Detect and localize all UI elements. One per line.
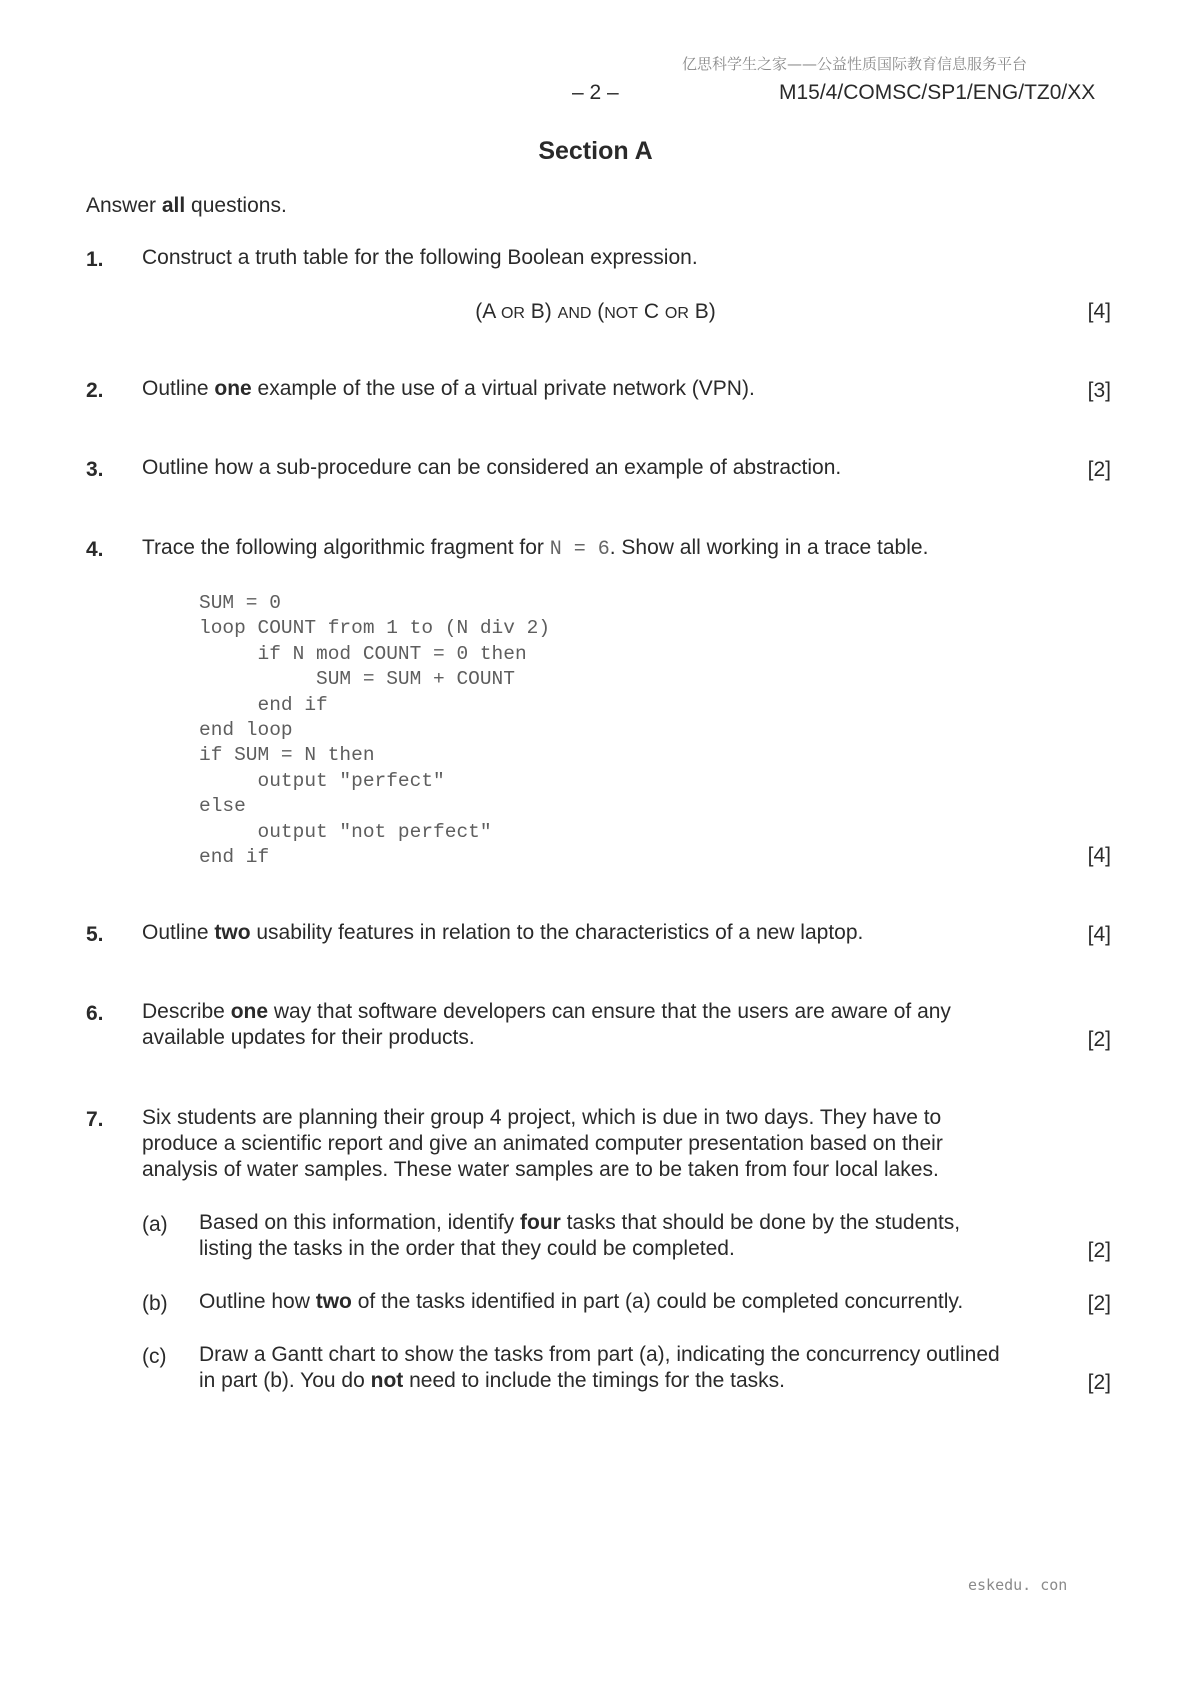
text-part: Draw a Gantt chart to show the tasks from part (a), indicating the concurrency outlined	[199, 1343, 1000, 1366]
question-text: Construct a truth table for the following Boolean expression.	[142, 246, 698, 269]
expr-part: (	[591, 300, 605, 323]
text-part: Outline how	[199, 1290, 316, 1313]
question-text	[142, 535, 928, 563]
instructions-pre: Answer	[86, 194, 162, 217]
text-part: usability features in relation to the characteristics of a new laptop.	[250, 921, 864, 944]
instructions-bold: all	[161, 194, 186, 217]
text-part: need to include the timings for the tasks.	[403, 1369, 785, 1392]
paper-code: M15/4/COMSC/SP1/ENG/TZ0/XX	[779, 81, 1096, 104]
text-bold: two	[214, 921, 251, 944]
text-line: produce a scientific report and give an animated computer presentation based on their	[142, 1132, 943, 1155]
footer-site: eskedu. con	[968, 1576, 1068, 1594]
question-number: 5.	[86, 923, 104, 946]
subquestion-letter: (a)	[142, 1213, 168, 1236]
question-number: 1.	[86, 248, 104, 271]
text-part: Based on this information, identify	[199, 1211, 521, 1234]
question-number: 6.	[86, 1002, 104, 1025]
subquestion-letter: (c)	[142, 1345, 167, 1368]
text-bold: not	[370, 1369, 404, 1392]
question-number: 2.	[86, 379, 104, 402]
text-part: in part (b). You do	[199, 1369, 371, 1392]
expr-part: B)	[524, 300, 558, 323]
section-title: Section A	[538, 137, 653, 165]
text-part: . Show all working in a trace table.	[609, 536, 929, 559]
expr-operator: OR	[664, 305, 689, 322]
text-bold: four	[520, 1211, 561, 1234]
instructions-post: questions.	[185, 194, 287, 217]
expr-operator: OR	[500, 305, 525, 322]
marks: [3]	[1087, 379, 1111, 402]
question-text	[142, 376, 755, 402]
text-bold: one	[214, 377, 252, 400]
marks: [2]	[1087, 458, 1111, 481]
text-part: Describe	[142, 1000, 231, 1023]
text-part: listing the tasks in the order that they could be completed.	[199, 1237, 735, 1260]
expr-part: (A	[475, 300, 501, 323]
text-part: Outline	[142, 921, 215, 944]
text-line: Six students are planning their group 4 project, which is due in two days. They have to	[142, 1106, 942, 1129]
page-number: – 2 –	[572, 81, 619, 104]
expr-part: C	[638, 300, 665, 323]
text-part: way that software developers can ensure that the users are aware of any	[268, 1000, 951, 1023]
marks: [2]	[1087, 1292, 1111, 1315]
text-bold: one	[230, 1000, 269, 1023]
instructions	[86, 194, 287, 218]
text-part: tasks that should be done by the students,	[560, 1211, 961, 1234]
text-line: analysis of water samples. These water samples are to be taken from four local lakes.	[142, 1158, 939, 1181]
marks: [4]	[1087, 923, 1111, 946]
subquestion-text	[199, 1342, 1000, 1394]
expr-operator: NOT	[604, 305, 639, 322]
question-number: 4.	[86, 538, 104, 561]
text-part: available updates for their products.	[142, 1026, 475, 1049]
expr-part: B)	[688, 300, 716, 323]
subquestion-text	[199, 1289, 963, 1315]
subquestion-letter: (b)	[142, 1292, 168, 1315]
watermark-text: 亿思科学生之家——公益性质国际教育信息服务平台	[682, 55, 1028, 73]
subquestion-text	[199, 1210, 960, 1262]
boolean-expression	[0, 300, 1191, 324]
question-number: 7.	[86, 1108, 104, 1131]
marks: [4]	[1087, 300, 1111, 323]
question-text	[142, 999, 951, 1051]
text-part: Trace the following algorithmic fragment for	[142, 536, 550, 559]
marks: [2]	[1087, 1371, 1111, 1394]
marks: [2]	[1087, 1239, 1111, 1262]
inline-code: N = 6	[549, 538, 610, 561]
text-part: Outline	[142, 377, 215, 400]
question-text: Outline how a sub-procedure can be considered an example of abstraction.	[142, 456, 842, 479]
question-number: 3.	[86, 458, 104, 481]
text-part: of the tasks identified in part (a) could be completed concurrently.	[351, 1290, 964, 1313]
marks: [4]	[1087, 844, 1111, 867]
text-part: example of the use of a virtual private network (VPN).	[251, 377, 755, 400]
question-text	[142, 920, 863, 946]
question-text	[142, 1105, 943, 1183]
text-bold: two	[315, 1290, 352, 1313]
algorithm-code-block: SUM = 0 loop COUNT from 1 to (N div 2) if N mod COUNT = 0 then SUM = SUM + COUNT end if end loop if SUM = N then output "perfect" else output "not perfect" end if	[199, 592, 551, 869]
marks: [2]	[1087, 1028, 1111, 1051]
expr-operator: AND	[557, 305, 592, 322]
